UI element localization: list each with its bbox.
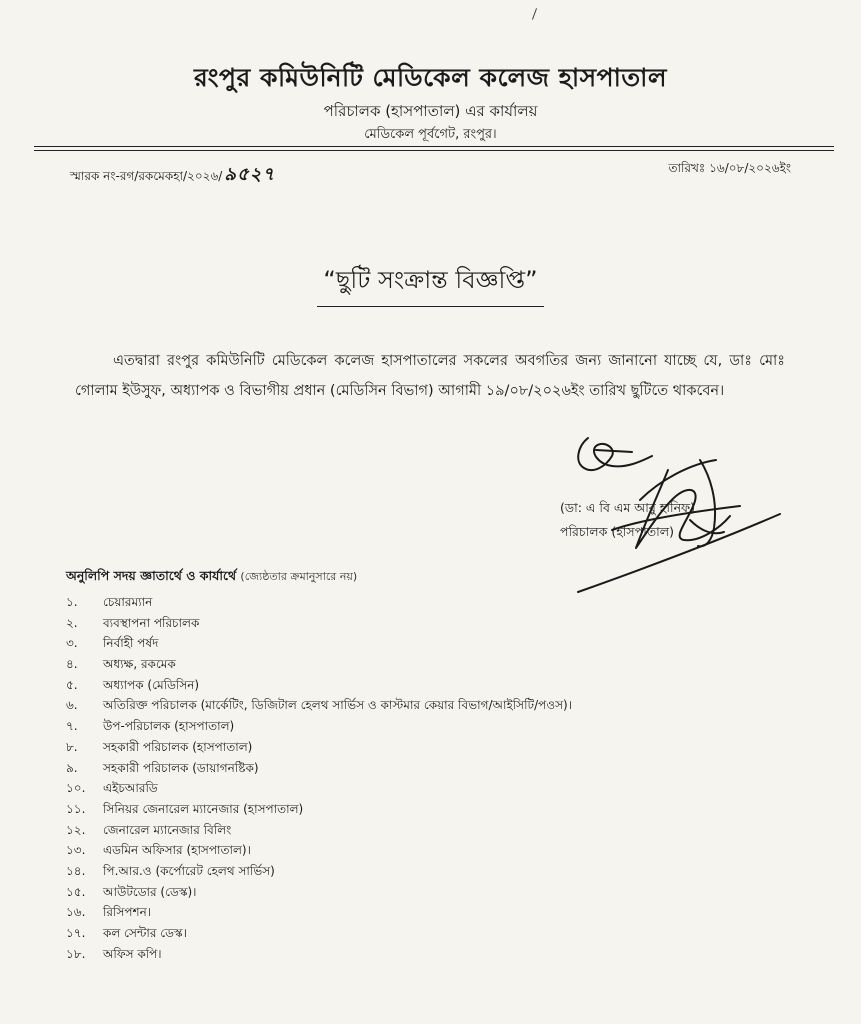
copy-list-item (66, 944, 572, 965)
copy-item-text: অধ্যক্ষ, রকমেক (103, 657, 176, 672)
memo-date: তারিখঃ ১৬/০৮/২০২৬ইং (668, 161, 791, 175)
signatory-name: (ডা: এ বি এম আবু হানিফ) (560, 500, 696, 515)
copy-item-number: ১. (66, 595, 78, 609)
copy-item-number: ১৫. (66, 884, 86, 899)
copy-list-item (66, 613, 572, 634)
copy-item-number: ৬. (66, 698, 78, 713)
copy-list-item (66, 675, 572, 696)
office-address: মেডিকেল পূর্বগেট, রংপুর। (364, 127, 497, 142)
header-divider-bottom (34, 150, 834, 151)
memo-number (70, 160, 275, 191)
copy-item-text: সহকারী পরিচালক (হাসপাতাল) (103, 739, 253, 754)
copy-list-item (66, 758, 572, 779)
copy-item-text: অফিস কপি। (103, 946, 162, 961)
copy-list-item (66, 592, 572, 613)
copy-item-text: নির্বাহী পর্ষদ (103, 636, 159, 651)
stray-pen-mark (532, 8, 537, 20)
copy-item-text: উপ-পরিচালক (হাসপাতাল) (103, 719, 235, 734)
copy-list-item (66, 778, 572, 799)
copy-list-item (66, 923, 572, 944)
copy-list-item (66, 633, 572, 654)
notice-body: এতদ্বারা রংপুর কমিউনিটি মেডিকেল কলেজ হাসপাতালের সকলের অবগতির জন্য জানানো যাচ্ছে যে, ডাঃ মোঃ গোলাম ইউসুফ, অধ্যাপক ও বিভাগীয় প্রধান (মেডিসিন বিভাগ) আগামী ১৯/০৮/২০২৬ইং তারিখ ছুটিতে থাকবেন। (75, 353, 785, 399)
copy-item-text: চেয়ারম্যান (103, 595, 153, 609)
signatory-block (560, 496, 695, 544)
notice-title-text: “ছুটি সংক্রান্ত বিজ্ঞপ্তি” (317, 262, 543, 307)
copy-item-number: ১৮. (66, 946, 86, 961)
copy-list-item (66, 861, 572, 882)
copy-item-text: অতিরিক্ত পরিচালক (মার্কেটিং, ডিজিটাল হেলথ সার্ভিস ও কাস্টমার কেয়ার বিভাগ/আইসিটি/পওস)। (103, 698, 572, 713)
copy-item-number: ১২. (66, 822, 86, 837)
copy-item-text: এডমিন অফিসার (হাসপাতাল)। (103, 843, 251, 858)
copy-heading-note: (জ্যেষ্ঠতার ক্রমানুসারে নয়) (240, 570, 358, 583)
copy-item-text: কল সেন্টার ডেস্ক। (103, 926, 187, 940)
copy-item-number: ১৭. (66, 926, 86, 940)
copy-item-text: রিসিপশন। (103, 905, 152, 920)
memo-prefix: স্মারক নং-রগ/রকমেকহা/২০২৬/ (70, 169, 223, 183)
organization-name: রংপুর কমিউনিটি মেডিকেল কলেজ হাসপাতাল (194, 63, 667, 92)
copy-item-number: ৫. (66, 677, 78, 692)
copy-item-text: ব্যবস্থাপনা পরিচালক (103, 615, 200, 630)
copy-list-item (66, 654, 572, 675)
copy-list-item (66, 882, 572, 903)
copy-item-number: ৯. (66, 760, 78, 775)
copy-item-text: আউটডোর (ডেস্ক)। (103, 884, 197, 899)
copy-distribution-list (66, 592, 572, 964)
copy-item-number: ৭. (66, 719, 78, 734)
copy-item-number: ১০. (66, 781, 86, 796)
copy-item-text: সহকারী পরিচালক (ডায়াগনষ্টিক) (103, 760, 259, 775)
header-divider-top (34, 146, 834, 147)
copy-item-number: ১৬. (66, 905, 86, 920)
signatory-title: পরিচালক (হাসপাতাল) (560, 524, 674, 539)
copy-list-item (66, 737, 572, 758)
office-name: পরিচালক (হাসপাতাল) এর কার্যালয় (323, 102, 538, 120)
copy-item-number: ৩. (66, 636, 78, 651)
copy-item-text: সিনিয়র জেনারেল ম্যানেজার (হাসপাতাল) (103, 801, 304, 816)
notice-title (0, 262, 861, 307)
copy-list-item (66, 902, 572, 923)
copy-item-text: অধ্যাপক (মেডিসিন) (103, 677, 200, 692)
copy-item-text: পি.আর.ও (কর্পোরেট হেলথ সার্ভিস) (103, 863, 275, 878)
copy-item-number: ১১. (66, 801, 86, 816)
copy-item-text: জেনারেল ম্যানেজার বিলিং (103, 822, 232, 837)
copy-list-item (66, 820, 572, 841)
copy-distribution-heading (66, 568, 357, 588)
copy-item-number: ২. (66, 615, 78, 630)
copy-list-item (66, 695, 572, 716)
copy-list-item (66, 799, 572, 820)
copy-item-number: ১৩. (66, 843, 86, 858)
copy-list-item (66, 716, 572, 737)
copy-list-item (66, 840, 572, 861)
copy-item-number: ৮. (66, 739, 78, 754)
copy-item-number: ৪. (66, 657, 78, 672)
copy-item-number: ১৪. (66, 863, 86, 878)
copy-item-text: এইচআরডি (103, 781, 158, 796)
copy-heading-text: অনুলিপি সদয় জ্ঞাতার্থে ও কার্যার্থে (66, 568, 237, 583)
memo-handwritten-number: ৯৫২৭ (224, 164, 276, 185)
